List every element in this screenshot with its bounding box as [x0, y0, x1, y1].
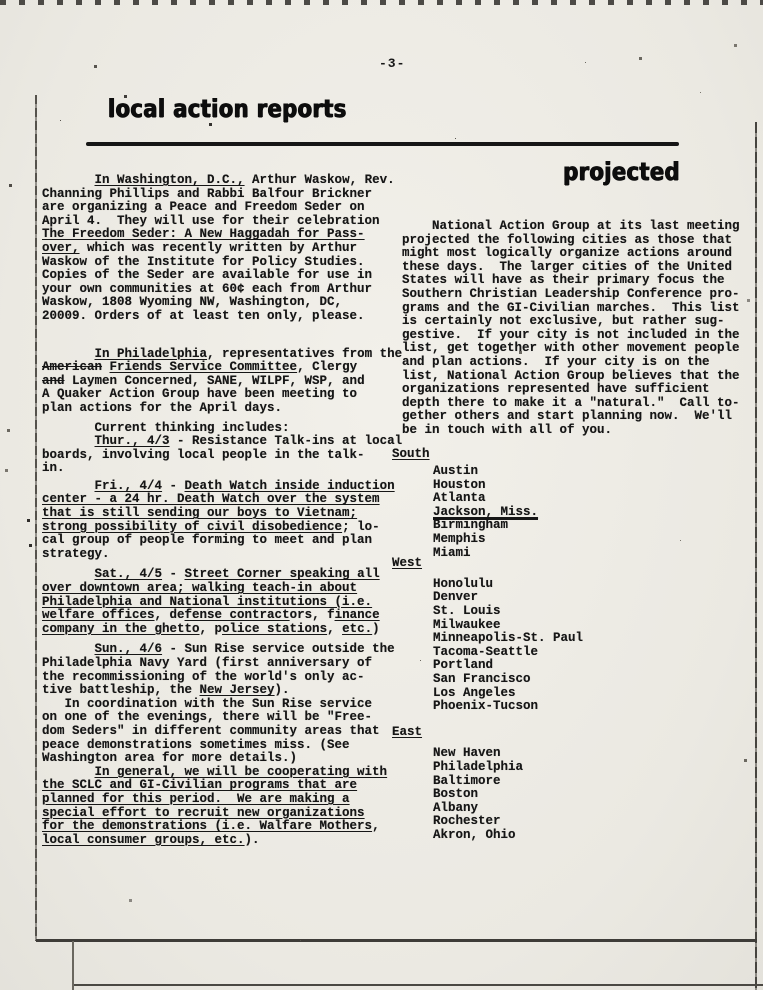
text-line: these days. The larger cities of the United: [402, 259, 733, 274]
text-line: gestive. If your city is not included in the: [402, 327, 740, 342]
page-bottom-edge-line: [36, 939, 757, 942]
text-line: 20009. Orders of at least ten only, please.: [42, 308, 365, 323]
paragraph: [42, 174, 398, 324]
text-line: In coordination with the Sun Rise service: [42, 696, 373, 711]
text-line: organizations represented have sufficient: [402, 382, 710, 397]
film-perforation-strip: [0, 0, 763, 5]
bottom-left-edge-line: [72, 941, 74, 990]
text-line: local consumer groups, etc.).: [42, 832, 260, 847]
text-line: Sat., 4/5 - Street Corner speaking all: [94, 567, 380, 582]
city-item: Tacoma-Seattle: [433, 644, 539, 659]
text-line: over, which was recently written by Arthur: [42, 240, 358, 255]
text-line: strategy.: [42, 546, 110, 561]
text-line: planned for this period. We are making a: [42, 791, 350, 806]
city-item: Austin: [433, 464, 479, 479]
projected-heading: projected: [563, 157, 680, 186]
city-item: Akron, Ohio: [433, 827, 516, 842]
text-line: grams and the GI-Civilian marches. This list: [402, 300, 740, 315]
city-item: New Haven: [433, 746, 501, 761]
page-number: -3-: [379, 56, 406, 71]
city-item: Houston: [433, 477, 486, 492]
text-line: is certainly not exclusive, but rather sug-: [402, 314, 725, 329]
page-left-edge-line: [35, 95, 37, 941]
text-line: tive battleship, the New Jersey).: [42, 683, 290, 698]
text-line: strong possibility of civil disobedience; lo-: [42, 519, 380, 534]
text-line: American Friends Service Committee, Clergy: [42, 360, 358, 375]
city-list: [402, 578, 752, 714]
city-item: Philadelphia: [433, 759, 524, 774]
text-line: plan actions for the April days.: [42, 400, 283, 415]
text-line: list, National Action Group believes that the: [402, 368, 740, 383]
city-item: Portland: [433, 658, 494, 673]
text-line: In general, we will be cooperating with: [94, 764, 388, 779]
text-line: be in touch with all of you.: [402, 422, 613, 437]
text-line: Southern Christian Leadership Conference pro-: [402, 286, 740, 301]
text-line: Waskow, 1808 Wyoming NW, Washington, DC,: [42, 295, 343, 310]
text-line: Washington area for more details.): [42, 751, 298, 766]
text-line: might most logically organize actions around: [402, 246, 733, 261]
city-item: Atlanta: [433, 491, 486, 506]
text-line: that is still sending our boys to Vietnam;: [42, 506, 358, 521]
left-column: [42, 173, 403, 847]
text-line: Thur., 4/3 - Resistance Talk-ins at local: [94, 434, 403, 449]
city-item: Los Angeles: [433, 685, 516, 700]
text-line: are organizing a Peace and Freedom Seder on: [42, 200, 365, 215]
city-item: Rochester: [433, 814, 501, 829]
text-line: and Laymen Concerned, SANE, WILPF, WSP, and: [42, 373, 365, 388]
paragraph: [42, 480, 398, 562]
city-item: Memphis: [433, 532, 486, 547]
text-line: boards, involving local people in the talk-: [42, 447, 365, 462]
region-heading: East: [392, 724, 423, 739]
right-column: [392, 219, 752, 843]
city-item: Albany: [433, 800, 479, 815]
text-line: dom Seders" in different community areas that: [42, 723, 380, 738]
region-section-south: [392, 446, 752, 561]
text-line: Channing Phillips and Rabbi Balfour Brickner: [42, 186, 373, 201]
section-divider: [86, 142, 679, 146]
text-line: peace demonstrations sometimes miss. (See: [42, 737, 350, 752]
city-item: Boston: [433, 787, 479, 802]
text-line: In Philadelphia, representatives from the: [94, 346, 403, 361]
text-line: in.: [42, 461, 65, 476]
paragraph: [42, 643, 398, 847]
text-line: Copies of the Seder are available for use in: [42, 268, 373, 283]
region-heading: South: [392, 446, 430, 461]
text-line: the SCLC and GI-Civilian programs that are: [42, 778, 358, 793]
text-line: and plan actions. If your city is on the: [402, 354, 710, 369]
region-heading: West: [392, 556, 423, 571]
paragraph: [42, 346, 403, 416]
region-section-east: [392, 724, 752, 843]
text-line: your own communities at 60¢ each from Arthur: [42, 281, 373, 296]
city-item: San Francisco: [433, 672, 531, 686]
paragraph: [42, 420, 403, 476]
city-item: Jackson, Miss.: [433, 504, 539, 519]
text-line: for the demonstrations (i.e. Walfare Mothers,: [42, 819, 380, 834]
city-item: Baltimore: [433, 773, 501, 788]
text-line: company in the ghetto, police stations, etc.): [42, 621, 380, 636]
paragraph: [42, 568, 398, 636]
city-item: Minneapolis-St. Paul: [433, 631, 584, 646]
city-list: [402, 465, 752, 560]
text-line: The Freedom Seder: A New Haggadah for Pass-: [42, 227, 365, 242]
page-title: local action reports: [108, 94, 347, 123]
text-line: over downtown area; walking teach-in about: [42, 581, 358, 596]
text-line: on one of the evenings, there will be "Free-: [42, 710, 373, 725]
text-line: Current thinking includes:: [42, 420, 290, 435]
city-item: Denver: [433, 590, 479, 605]
text-line: list, get together with other movement people: [402, 341, 740, 356]
text-line: special effort to recruit new organizations: [42, 805, 365, 820]
city-item: Phoenix-Tucson: [433, 699, 539, 714]
text-line: cal group of people forming to meet and plan: [42, 533, 373, 548]
text-line: National Action Group at its last meeting: [402, 219, 740, 233]
region-section-west: [392, 556, 752, 714]
city-item: Honolulu: [433, 576, 494, 591]
projected-intro-paragraph: [402, 220, 752, 438]
text-line: Sun., 4/6 - Sun Rise service outside the: [94, 642, 395, 657]
text-line: In Washington, D.C., Arthur Waskow, Rev.: [94, 173, 395, 187]
text-line: gether others and start planning now. We'll: [402, 409, 733, 424]
scan-noise-specks: [0, 0, 1, 1]
text-line: States will have as their primary focus the: [402, 273, 725, 288]
text-line: center - a 24 hr. Death Watch over the system: [42, 492, 380, 507]
text-line: Fri., 4/4 - Death Watch inside induction: [94, 478, 395, 493]
text-line: depth there to make it a "natural." Call to-: [402, 395, 740, 410]
city-item: Birmingham: [433, 518, 509, 533]
text-line: projected the following cities as those that: [402, 232, 733, 247]
city-list: [402, 747, 752, 842]
text-line: welfare offices, defense contractors, finance: [42, 608, 380, 623]
city-item: Miami: [433, 545, 471, 560]
next-sheet-edge-line: [72, 984, 763, 986]
text-line: Philadelphia and National institutions (i.e.: [42, 594, 373, 609]
text-line: April 4. They will use for their celebration: [42, 213, 380, 228]
city-item: St. Louis: [433, 604, 501, 619]
text-line: the recommissioning of the world's only ac-: [42, 669, 365, 684]
page-right-edge-line: [755, 122, 757, 990]
text-line: Philadelphia Navy Yard (first anniversary of: [42, 656, 373, 670]
text-line: Waskow of the Institute for Policy Studies.: [42, 254, 365, 269]
text-line: A Quaker Action Group have been meeting to: [42, 387, 358, 402]
city-item: Milwaukee: [433, 617, 501, 632]
